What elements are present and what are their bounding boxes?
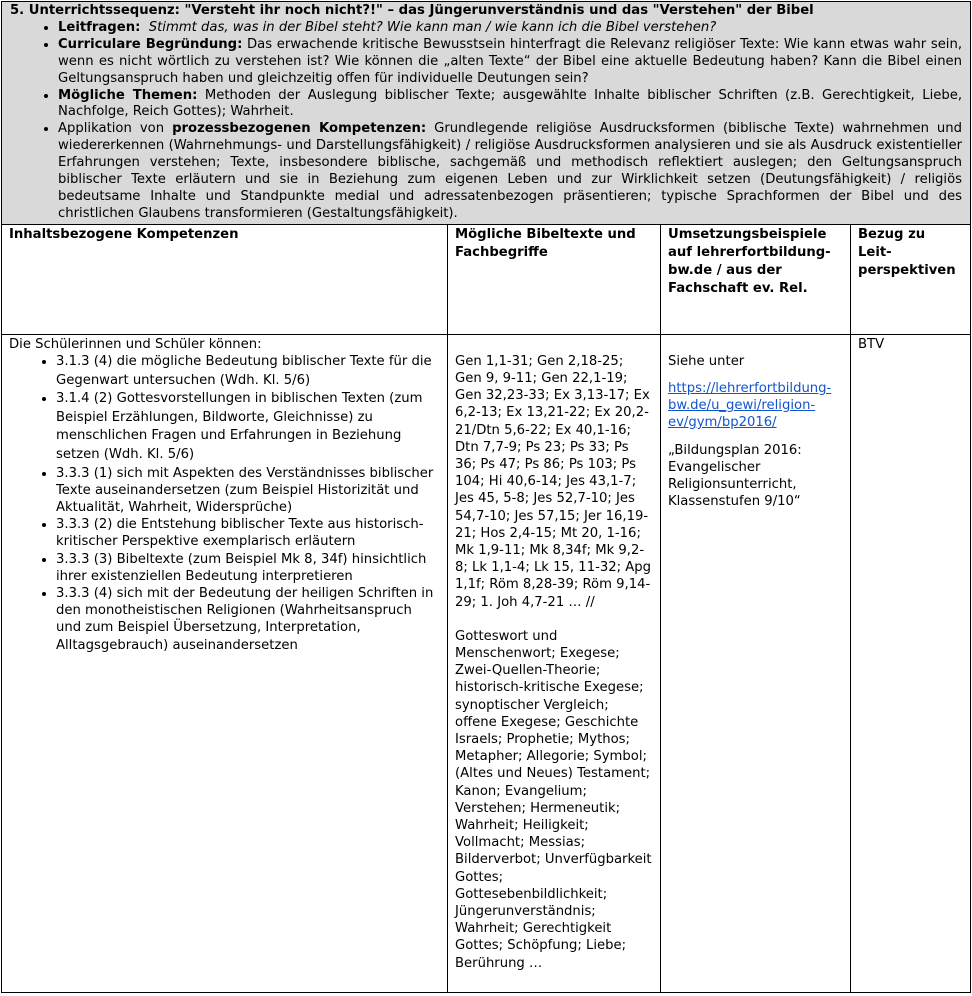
- column-header: Mögliche Bibeltexte und Fachbegriffe: [448, 224, 661, 334]
- guiding-perspective-cell: [851, 334, 971, 992]
- header-item-leitfragen: [58, 20, 962, 37]
- list-item: • 3.3.3 (4) sich mit der Bedeutung der heiligen Schriften in den monotheistischen Religionen (Wahrheitsanspruch und zum Beispiel Übersetzung, Interpretation, Alltagsgebrauch) auseinandersetzen: [56, 585, 440, 654]
- list-item: • 3.3.3 (2) die Entstehung biblischer Texte aus historisch-kritischer Perspektive exemplarisch erläutern: [56, 516, 440, 550]
- lesson-sequence-table: [1, 1, 971, 993]
- list-item: • 3.3.3 (3) Bibeltexte (zum Beispiel Mk 8, 34f) hinsichtlich ihrer existenziellen Bedeutung interpretieren: [56, 551, 440, 585]
- header-item-label: prozessbezogenen Kompetenzen:: [172, 121, 427, 137]
- list-item: • 3.1.3 (4) die mögliche Bedeutung biblischer Texte für die Gegenwart untersuchen (Wdh. Kl. 5/6): [56, 353, 440, 390]
- header-item-text: Methoden der Auslegung biblischer Texte; ausgewählte Inhalte biblischer Schriften (z.B. Gerechtigkeit, Liebe, Nachfolge, Reich Gottes); Wahrheit.: [58, 87, 963, 120]
- header-item-kompetenzen: [58, 121, 962, 222]
- header-item-themen: [58, 88, 962, 122]
- document-page: [1, 1, 970, 993]
- sequence-header-row: [2, 2, 971, 225]
- header-item-label: Curriculare Begründung:: [58, 36, 243, 52]
- spacer: [668, 336, 843, 353]
- spacer: [455, 336, 653, 353]
- content-row: [2, 334, 971, 992]
- bible-texts: Gen 1,1-31; Gen 2,18-25; Gen 9, 9-11; Gen 22,1-19; Gen 32,23-33; Ex 3,13-17; Ex 6,2-13; Ex 13,21-22; Ex 20,2-21/Dtn 5,6-22; Ex 40,1-16; Dtn 7,7-9; Ps 23; Ps 33; Ps 36; Ps 47; Ps 86; Ps 103; Ps 104; Hi 40,6-14; Jes 43,1-7; Jes 45, 5-8; Jes 52,7-10; Jes 54,7-10; Jes 57,15; Jer 16,19-21; Hos 2,4-15; Mt 20, 1-16; Mk 1,9-11; Mk 8,34f; Mk 9,2-8; Lk 1,1-4; Lk 15, 11-32; Apg 1,1f; Röm 8,28-39; Röm 9,14-29; 1. Joh 4,7-21 … //: [455, 353, 652, 610]
- examples-cell: [661, 334, 851, 992]
- column-header: Bezug zu Leit-perspektiven: [851, 224, 971, 334]
- list-item: • 3.1.4 (2) Gottesvorstellungen in biblischen Texten (zum Beispiel Erzählungen, Bildworte, Gleichnisse) zu menschlichen Fragen und Erfahrungen in Beziehung setzen (Wdh. Kl. 5/6): [56, 390, 440, 464]
- technical-terms: Gotteswort und Menschenwort; Exegese; Zwei-Quellen-Theorie; historisch-kritische Exegese; synoptischer Vergleich; offene Exegese; Geschichte Israels; Prophetie; Mythos; Metapher; Allegorie; Symbol; (Altes und Neues) Testament; Kanon; Evangelium; Verstehen; Hermeneutik; Wahrheit; Heiligkeit; Vollmacht; Messias; Bilderverbot; Unverfügbarkeit Gottes; Gottesebenbildlichkeit; Jüngerunverständnis; Wahrheit; Gerechtigkeit Gottes; Schöpfung; Liebe; Berührung …: [455, 628, 652, 971]
- header-item-text: Stimmt das, was in der Bibel steht? Wie kann man / wie kann ich die Bibel verstehen?: [148, 19, 717, 35]
- competencies-intro: Die Schülerinnen und Schüler können:: [9, 336, 262, 352]
- column-header: Inhaltsbezogene Kompetenzen: [2, 224, 448, 334]
- header-item-begruendung: [58, 37, 962, 88]
- sequence-header: [2, 2, 971, 225]
- column-header: Umsetzungsbeispiele auf lehrerfortbildung-bw.de / aus der Fachschaft ev. Rel.: [661, 224, 851, 334]
- header-item-text: Das erwachende kritische Bewusstsein hinterfragt die Relevanz religiöser Texte: Wie kann etwas wahr sein, wenn es nicht wörtlich zu verstehen ist? Wie können die „alten Texte“ der Bibel eine aktuelle Bedeutung haben? Kann die Bibel einen Geltungsanspruch haben und gleichzeitig offen für individuelle Deutungen sein?: [58, 36, 963, 86]
- column-header-row: [2, 224, 971, 334]
- lehrerfortbildung-link[interactable]: https://lehrerfortbildung-bw.de/u_gewi/religion-ev/gym/bp2016/: [668, 380, 832, 431]
- header-item-prefix: Applikation von: [58, 121, 165, 137]
- header-list: [10, 20, 962, 223]
- examples-intro: Siehe unter: [668, 353, 745, 369]
- header-item-text: Grundlegende religiöse Ausdrucksformen (biblische Texte) wahrnehmen und wiedererkennen (Wahrnehmungs- und Darstellungsfähigkeit) / religiöse Ausdrucksformen analysieren und sie als Ausdruck existentieller Erfahrungen verstehen; Texte, insbesondere biblische, sachgemäß und methodisch reflektiert auslegen; den Geltungsanspruch biblischer Texte erläutern und sie in Beziehung zum eigenen Leben und zur Wirklichkeit setzen (Deutungsfähigkeit) / religiös bedeutsame Inhalte und Standpunkte medial und adressatenbezogen präsentieren; typische Sprachformen der Bibel und des christlichen Glaubens transformieren (Gestaltungsfähigkeit).: [58, 121, 963, 221]
- competencies-cell: [2, 334, 448, 992]
- competencies-list: [9, 353, 440, 654]
- examples-reference: „Bildungsplan 2016: Evangelischer Religionsunterricht, Klassenstufen 9/10“: [668, 442, 802, 510]
- spacer: [455, 611, 653, 628]
- list-item: • 3.3.3 (1) sich mit Aspekten des Verständnisses biblischer Texte auseinandersetzen (zum Beispiel Historizität und Aktualität, Wahrheit, Widersprüche): [56, 465, 440, 517]
- bible-texts-cell: [448, 334, 661, 992]
- header-item-label: Mögliche Themen:: [58, 87, 198, 103]
- header-item-label: Leitfragen:: [58, 19, 141, 35]
- guiding-perspective: BTV: [858, 336, 885, 352]
- sequence-title: 5. Unterrichtssequenz: "Versteht ihr noch nicht?!" – das Jüngerunverständnis und das "Verstehen" der Bibel: [10, 3, 814, 18]
